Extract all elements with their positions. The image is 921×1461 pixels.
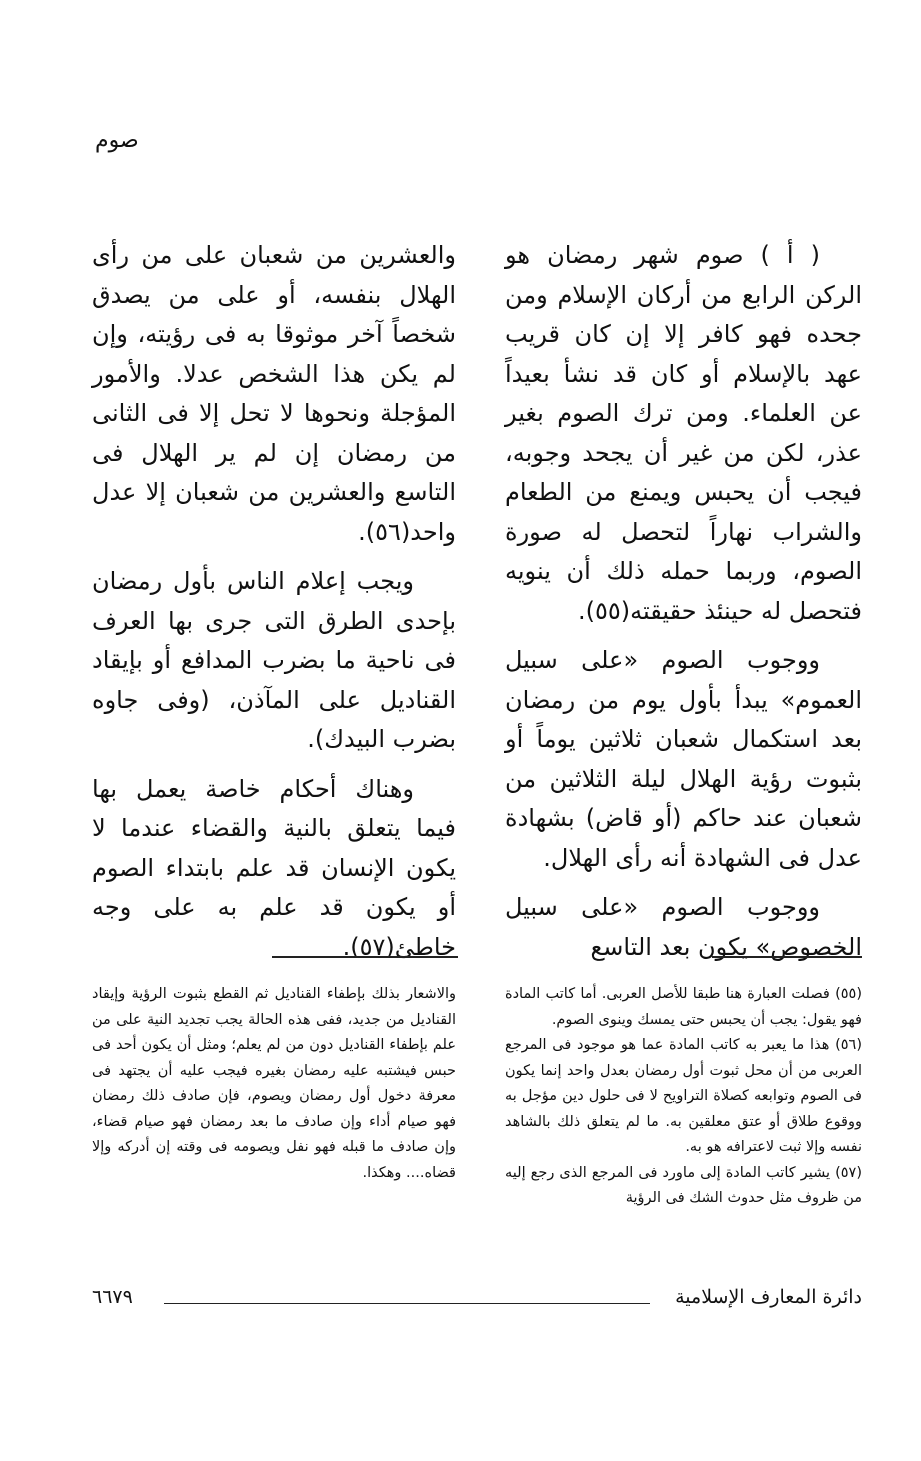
footer-rule (164, 1303, 650, 1304)
footnotes-right (505, 982, 862, 1212)
paragraph: ويجب إعلام الناس بأول رمضان بإحدى الطرق التى جرى بها العرف فى ناحية ما بضرب المدافع أو بإيقاد القناديل على المآذن، (وفى جاوه بضرب البيدك). (92, 567, 456, 753)
paragraph: ووجوب الصوم «على سبيل العموم» يبدأ بأول يوم من رمضان بعد استكمال شعبان ثلاثين يوماً أو بثبوت رؤية الهلال ليلة الثلاثين من شعبان عند حاكم (أو قاض) بشهادة عدل فى الشهادة أنه رأى الهلال. (505, 646, 862, 872)
paragraph: ووجوب الصوم «على سبيل الخصوص» يكون بعد التاسع (505, 893, 862, 961)
right-text-column (505, 236, 862, 977)
page-footer (92, 1286, 862, 1316)
footnote-separator (712, 956, 862, 958)
left-text-column (92, 236, 456, 977)
page-number: ٦٦٧٩ (92, 1286, 133, 1308)
footnote: (٥٥) فصلت العبارة هنا طبقا للأصل العربى. أما كاتب المادة فهو يقول: يجب أن يحبس حتى يمسك وينوى الصوم. (505, 986, 862, 1028)
paragraph: وهناك أحكام خاصة يعمل بها فيما يتعلق بالنية والقضاء عندما لا يكون الإنسان قد علم بابتداء الصوم أو يكون قد علم به على وجه خاطئ(٥٧). (92, 774, 456, 961)
footnotes-left (92, 982, 456, 1186)
paragraph: ( أ ) صوم شهر رمضان هو الركن الرابع من أركان الإسلام ومن جحده فهو كافر إلا إن كان قريب عهد بالإسلام أو كان قد نشأ بعيداً عن العلماء. ومن ترك الصوم بغير عذر، لكن من غير أن يجحد وجوبه، فيجب أن يحبس ويمنع من الطعام والشراب نهاراً لتحصل له صورة الصوم، وربما حمله ذلك أن ينويه فتحصل له حينئذ حقيقته(٥٥). (505, 241, 862, 625)
footnote-separator (272, 956, 458, 958)
publication-title: دائرة المعارف الإسلامية (675, 1286, 862, 1308)
running-head-title: صوم (95, 128, 139, 153)
paragraph: والعشرين من شعبان على من رأى الهلال بنفسه، أو على من يصدق شخصاً آخر موثوقا به فى رؤيته، وإن لم يكن هذا الشخص عدلا. والأمور المؤجلة ونحوها لا تحل إلا فى الثانى من رمضان إن لم ير الهلال فى التاسع والعشرين من شعبان إلا عدل واحد(٥٦). (92, 241, 456, 546)
footnote: (٥٦) هذا ما يعبر به كاتب المادة عما هو موجود فى المرجع العربى من أن محل ثبوت أول رمضان بعدل واحد إنما يكون فى الصوم وتوابعه كصلاة التراويح لا فى حلول دين مؤجل به ووقوع طلاق أو عتق معلقين به. ما لم يتعلق ذلك بالشاهد نفسه وإلا ثبت لاعترافه هو به. (505, 1037, 862, 1155)
footnote: (٥٧) يشير كاتب المادة إلى ماورد فى المرجع الذى رجع إليه من ظروف مثل حدوث الشك فى الرؤية (505, 1164, 862, 1206)
footnote-continuation: والاشعار بذلك بإطفاء القناديل ثم القطع بثبوت الرؤية وإيقاد القناديل من جديد، ففى هذه الحالة يجب تجديد النية على من علم بإطفاء القناديل دون من لم يعلم؛ ومثل أن يكون أحد فى حبس فيشتبه عليه رمضان بغيره فيجب عليه أن يجتهد فى معرفة دخول أول رمضان ويصوم، فإن صادف ذلك رمضان فهو صيام أداء وإن صادف ما بعد رمضان فهو صيام قضاء، وإن صادف ما قبله فهو نفل ويصومه فى وقته إن أدركه وإلا قضاه.... وهكذا. (92, 986, 456, 1181)
